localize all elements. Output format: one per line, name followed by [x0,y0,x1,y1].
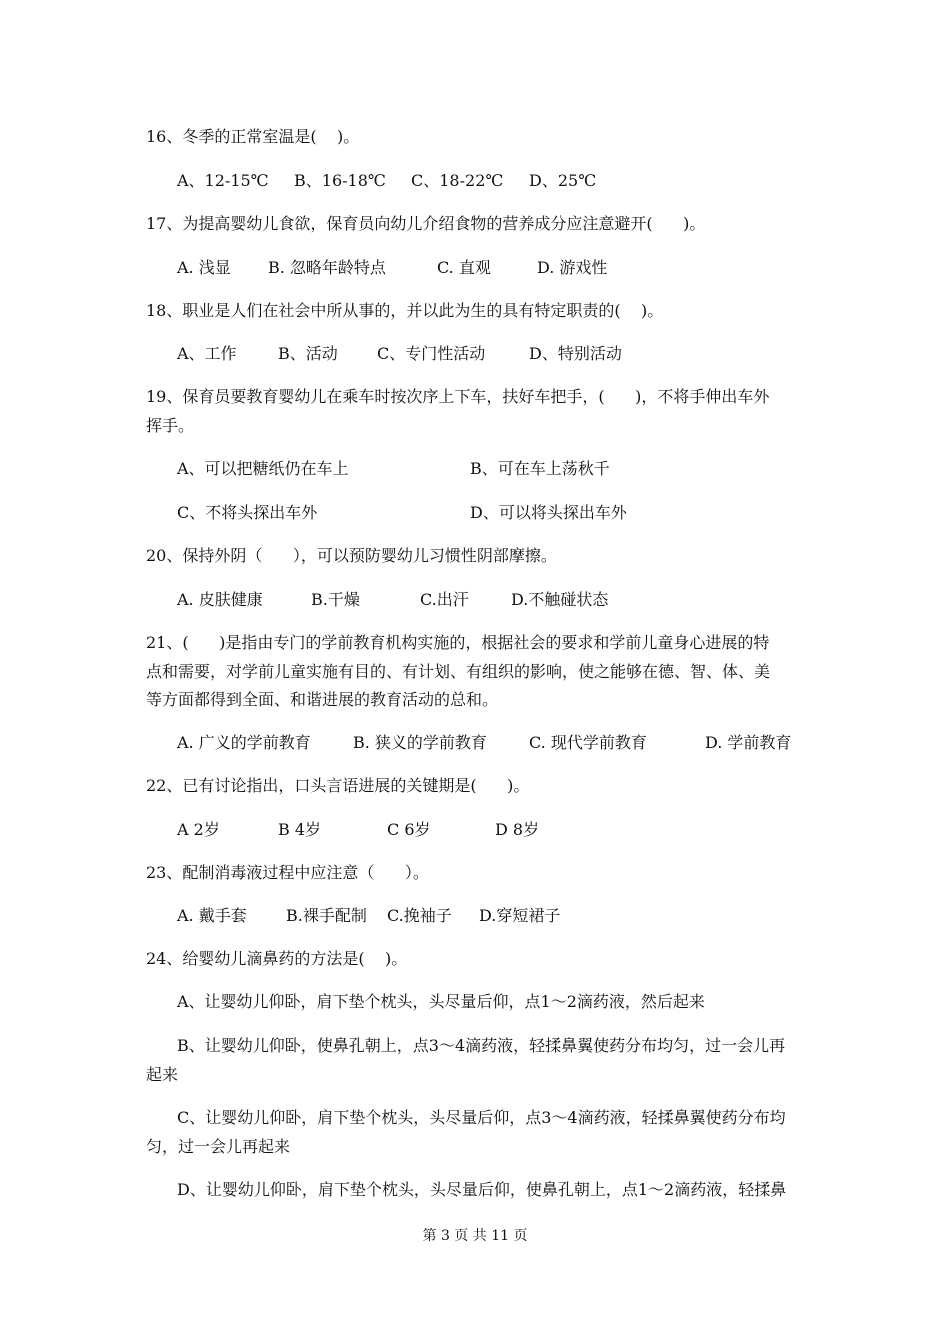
question-23-option-b: B.裸手配制 [286,906,367,925]
question-16-option-d: D、25℃ [529,171,597,190]
question-21-stem-line-2: 点和需要，对学前儿童实施有目的、有计划、有组织的影响，使之能够在德、智、体、美 [146,662,771,681]
question-21-option-d: D. 学前教育 [705,733,792,752]
question-21-option-a: A. 广义的学前教育 [177,733,311,752]
question-22-option-d: D 8岁 [495,820,540,839]
question-24-option-b-line-2: 起来 [146,1065,179,1084]
question-21-option-c: C. 现代学前教育 [529,733,647,752]
question-23-option-a: A. 戴手套 [177,906,247,925]
question-16-stem: 16、冬季的正常室温是( )。 [146,127,360,146]
question-21-stem-line-1: 21、( )是指由专门的学前教育机构实施的，根据社会的要求和学前儿童身心进展的特 [146,633,770,652]
question-24-option-c-line-2: 匀，过一会儿再起来 [146,1137,291,1156]
question-18-stem: 18、职业是人们在社会中所从事的，并以此为生的具有特定职责的( )。 [146,301,664,320]
question-17-option-b: B. 忽略年龄特点 [268,258,386,277]
question-21-stem-line-3: 等方面都得到全面、和谐进展的教育活动的总和。 [146,690,499,709]
question-24-option-a: A、让婴幼儿仰卧，肩下垫个枕头，头尽量后仰，点1～2滴药液，然后起来 [177,992,705,1011]
question-17-option-d: D. 游戏性 [537,258,608,277]
question-24-option-c-line-1: C、让婴幼儿仰卧，肩下垫个枕头，头尽量后仰，点3～4滴药液，轻揉鼻翼使药分布均 [177,1108,786,1127]
question-17-stem: 17、为提高婴幼儿食欲，保育员向幼儿介绍食物的营养成分应注意避开( )。 [146,214,706,233]
question-22-option-c: C 6岁 [387,820,431,839]
question-18-option-d: D、特别活动 [529,344,622,363]
question-23-stem: 23、配制消毒液过程中应注意（ ）。 [146,863,429,882]
question-20-option-c: C.出汗 [420,590,469,609]
question-19-stem-line-2: 挥手。 [146,416,195,435]
question-23-option-d: D.穿短裙子 [479,906,561,925]
question-19-stem-line-1: 19、保育员要教育婴幼儿在乘车时按次序上下车，扶好车把手，( )，不将手伸出车外 [146,387,770,406]
question-20-option-d: D.不触碰状态 [511,590,609,609]
question-19-option-d: D、可以将头探出车外 [470,503,627,522]
question-17-option-c: C. 直观 [437,258,491,277]
question-20-option-b: B.干燥 [311,590,360,609]
question-16-option-c: C、18-22℃ [411,171,504,190]
question-18-option-b: B、活动 [278,344,338,363]
question-18-option-c: C、专门性活动 [377,344,486,363]
question-18-option-a: A、工作 [177,344,237,363]
question-19-option-b: B、可在车上荡秋千 [470,459,610,478]
question-19-option-c: C、不将头探出车外 [177,503,318,522]
question-19-option-a: A、可以把糖纸仍在车上 [177,459,349,478]
question-22-stem: 22、已有讨论指出，口头言语进展的关键期是( )。 [146,776,530,795]
question-23-option-c: C.挽袖子 [387,906,452,925]
question-16-option-b: B、16-18℃ [294,171,386,190]
question-21-option-b: B. 狭义的学前教育 [353,733,487,752]
question-24-option-b-line-1: B、让婴幼儿仰卧，使鼻孔朝上，点3～4滴药液，轻揉鼻翼使药分布均匀，过一会儿再 [177,1036,786,1055]
question-24-stem: 24、给婴幼儿滴鼻药的方法是( )。 [146,949,408,968]
question-24-option-d-line-1: D、让婴幼儿仰卧，肩下垫个枕头，头尽量后仰，使鼻孔朝上，点1～2滴药液，轻揉鼻 [177,1180,787,1199]
question-22-option-b: B 4岁 [278,820,322,839]
question-22-option-a: A 2岁 [177,820,220,839]
page-footer: 第 3 页 共 11 页 [422,1228,528,1244]
question-17-option-a: A. 浅显 [177,258,231,277]
question-20-stem: 20、保持外阴（ ），可以预防婴幼儿习惯性阴部摩擦。 [146,546,557,565]
question-16-option-a: A、12-15℃ [177,171,269,190]
question-20-option-a: A. 皮肤健康 [177,590,263,609]
